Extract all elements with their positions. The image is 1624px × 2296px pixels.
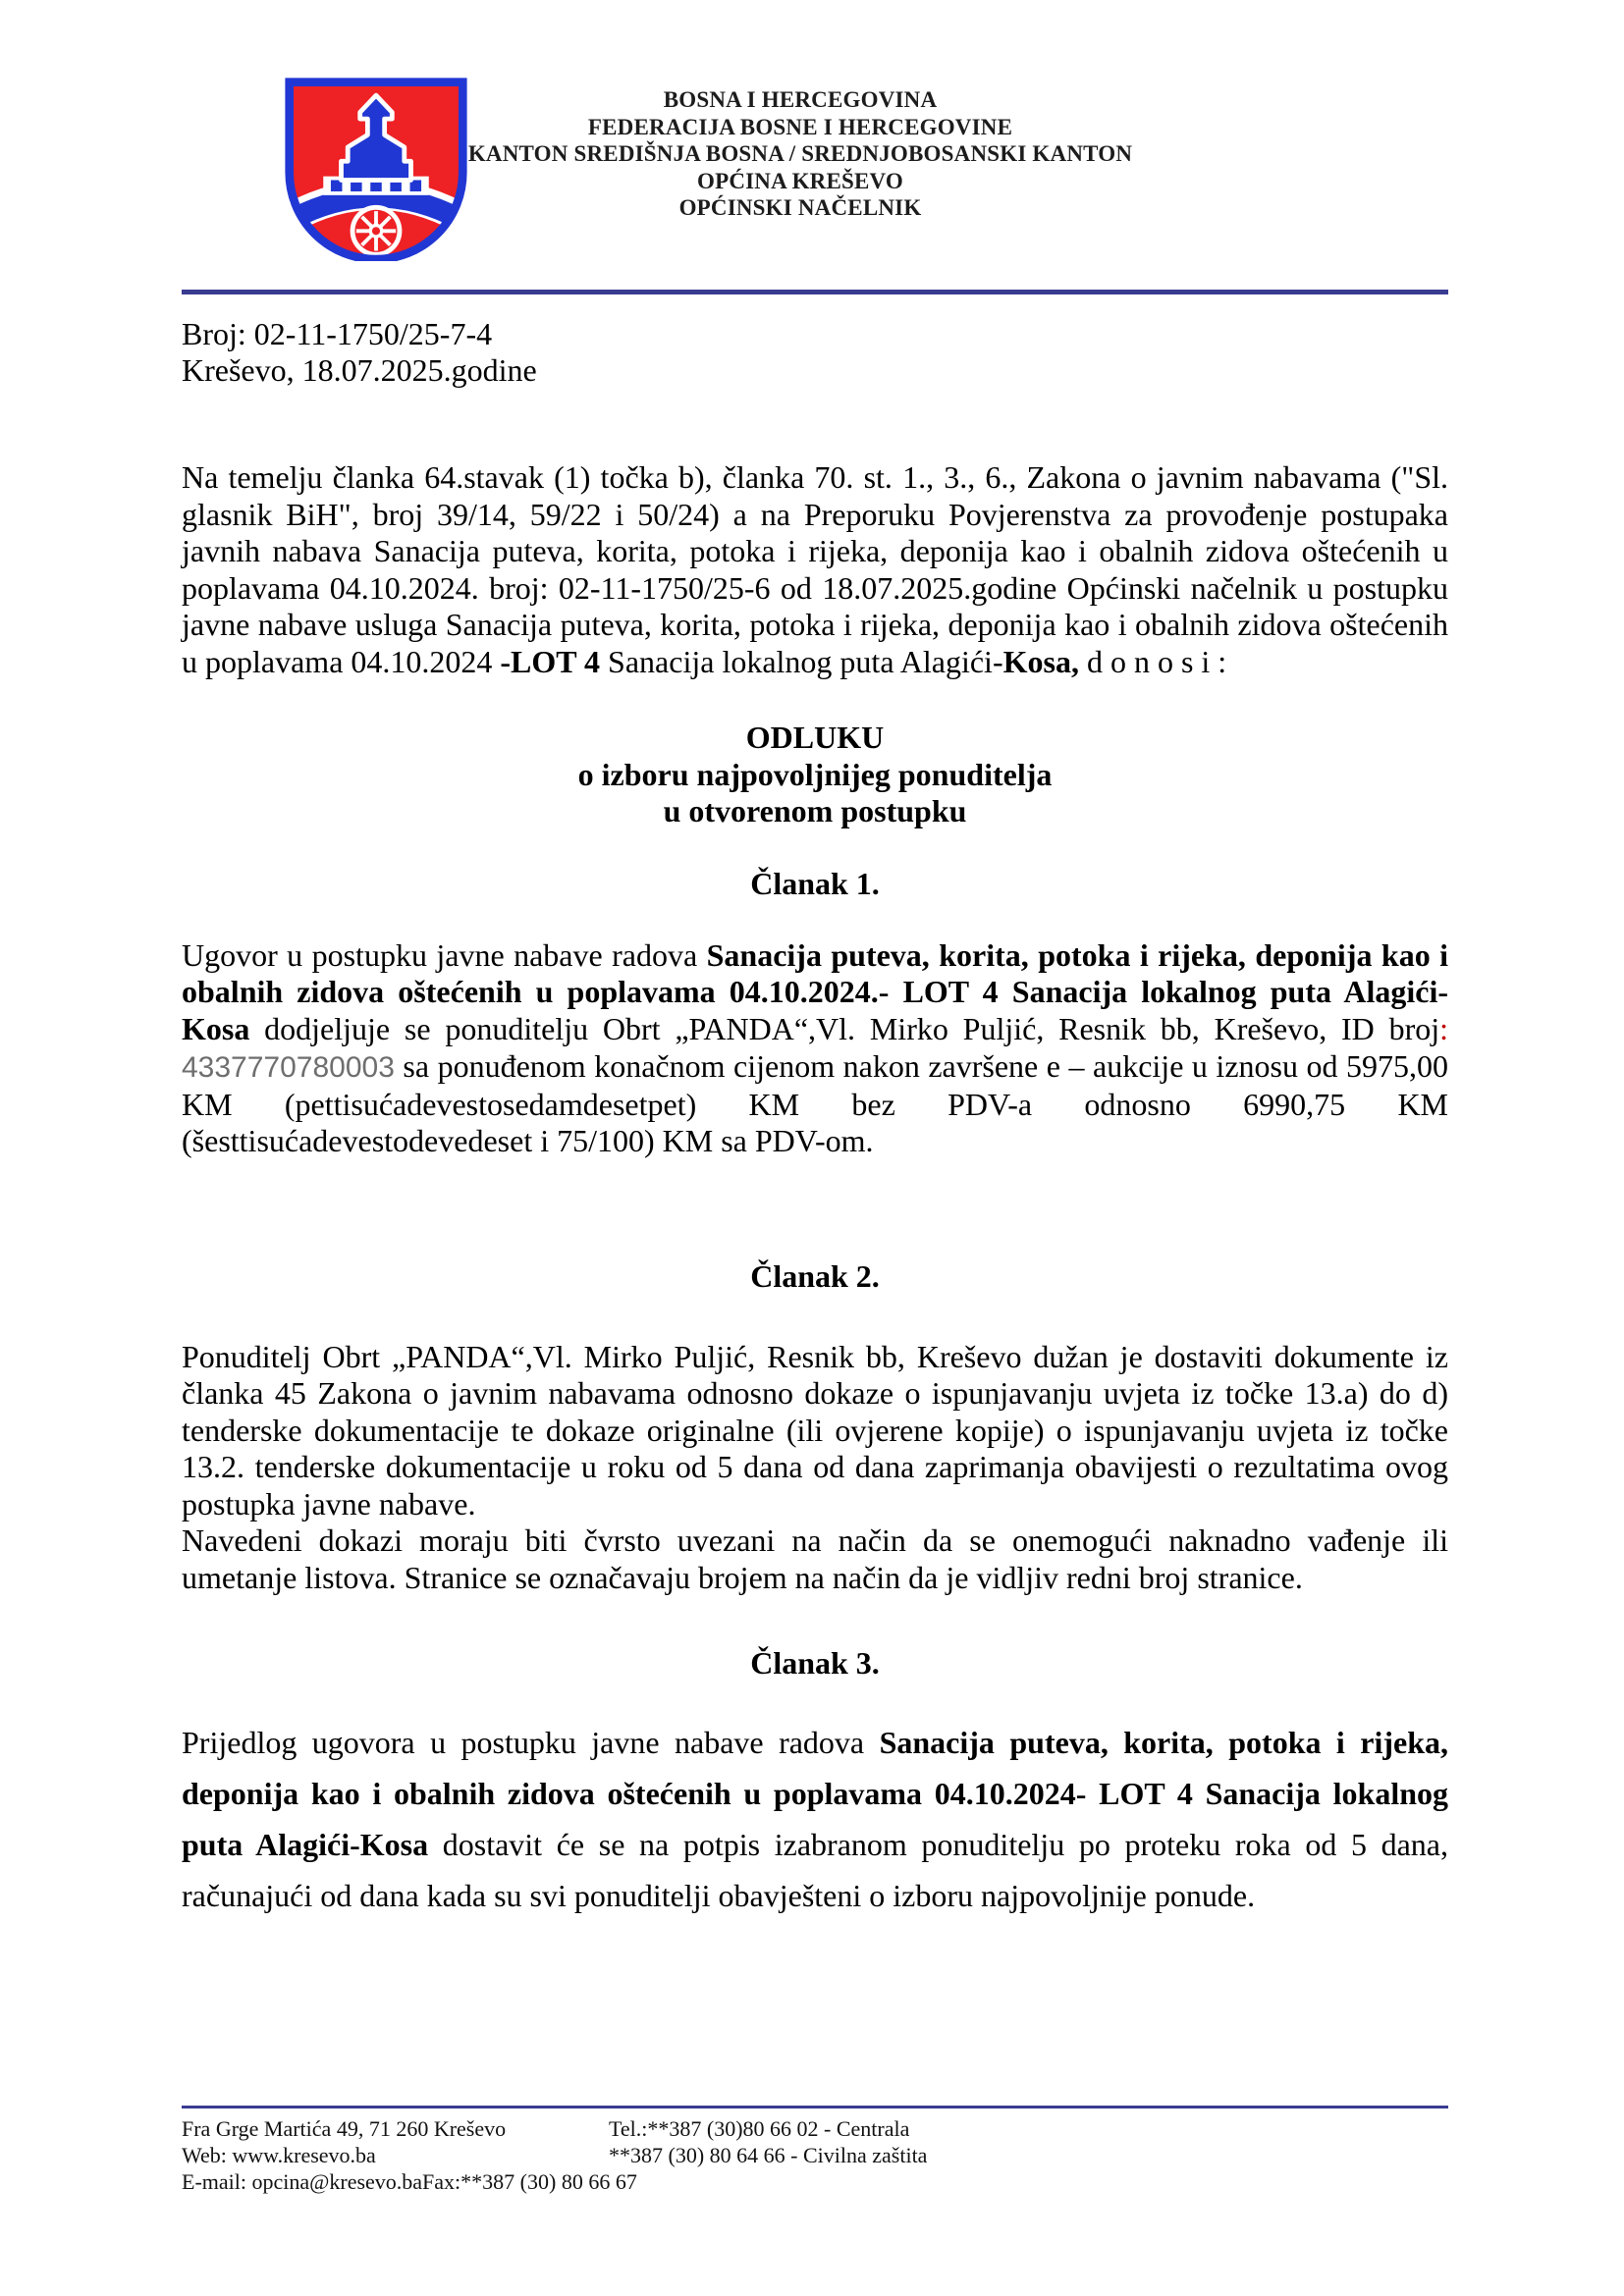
article-2-title: Članak 2. (750, 1257, 880, 1294)
footer-address: Fra Grge Martića 49, 71 260 Kreševo (182, 2116, 507, 2141)
article-3-body (182, 1717, 1448, 1921)
article-1-title: Članak 1. (750, 865, 880, 901)
decision-title: ODLUKU (745, 720, 885, 755)
letterhead-line-country: BOSNA I HERCEGOVINA (663, 87, 938, 112)
article-3-title: Članak 3. (750, 1645, 880, 1681)
letterhead-line-federation: FEDERACIJA BOSNE I HERCEGOVINE (587, 114, 1013, 139)
place-and-date: Kreševo, 18.07.2025.godine (182, 352, 537, 388)
letterhead-text (314, 86, 1286, 222)
footer-right-column (609, 2115, 927, 2168)
decision-subtitle-2: u otvorenom postupku (663, 793, 967, 828)
footer-tel-centrala: Tel.:**387 (30)80 66 02 - Centrala (609, 2116, 910, 2141)
footer (182, 2106, 1448, 2195)
decision-title-block (182, 720, 1448, 830)
article-3-paragraph: Prijedlog ugovora u postupku javne nabave radova Sanacija puteva, korita, potoka i rijeka, deponija kao i obalnih zidova oštećenih u poplavama 04.10.2024- LOT 4 Sanacija lokalnog puta Alagići-Kosa dostavit će se na potpis izabranom ponuditelju po proteku roka od 5 dana, računajući od dana kada su svi ponuditelji obavješteni o izboru najpovoljnije ponude. (182, 1725, 1449, 1913)
letterhead-line-municipality: OPĆINA KREŠEVO (696, 168, 903, 193)
article-2-body (182, 1339, 1448, 1597)
article-2-paragraph-1: Ponuditelj Obrt „PANDA“,Vl. Mirko Puljić, Resnik bb, Kreševo dužan je dostaviti dokumente iz članka 45 Zakona o javnim nabavama odnosno dokaze o ispunjavanju uvjeta iz točke 13.a) do d) tenderske dokumentacije te dokaze originalne (ili ovjerene kopije) o ispunjavanju uvjeta iz točke 13.2. tenderske dokumentacije u roku od 5 dana od dana zaprimanja obavijesti o rezultatima ovog postupka javne nabave. (182, 1338, 1448, 1522)
letterhead-line-canton: KANTON SREDIŠNJA BOSNA / SREDNJOBOSANSKI KANTON (467, 141, 1133, 166)
reference-block (182, 316, 1448, 389)
letterhead-line-mayor: OPĆINSKI NAČELNIK (678, 195, 922, 220)
footer-web: Web: www.kresevo.ba (182, 2143, 376, 2167)
article-1-body (182, 937, 1448, 1160)
article-2-paragraph-2: Navedeni dokazi moraju biti čvrsto uvezani na način da se onemogući naknadno vađenje ili umetanje listova. Stranice se označavaju brojem na način da je vidljiv redni broj stranice. (182, 1522, 1448, 1595)
decision-subtitle-1: o izboru najpovoljnijeg ponuditelja (577, 756, 1053, 792)
intro-paragraph: Na temelju članka 64.stavak (1) točka b), članka 70. st. 1., 3., 6., Zakona o javnim nabavama ("Sl. glasnik BiH", broj 39/14, 59/22 i 50/24) a na Preporuku Povjerenstva za provođenje postupaka javnih nabava Sanacija puteva, korita, potoka i rijeka, deponija kao i obalnih zidova oštećenih u poplavama 04.10.2024. broj: 02-11-1750/25-6 od 18.07.2025.godine Općinski načelnik u postupku javne nabave usluga Sanacija puteva, korita, potoka i rijeka, deponija kao i obalnih zidova oštećenih u poplavama 04.10.2024 -LOT 4 Sanacija lokalnog puta Alagići-Kosa, d o n o s i : (182, 459, 1448, 679)
footer-email-fax: E-mail: opcina@kresevo.baFax:**387 (30) 80 66 67 (182, 2169, 637, 2194)
footer-columns (182, 2115, 1448, 2195)
header-rule (182, 290, 1448, 294)
document-number: Broj: 02-11-1750/25-7-4 (182, 316, 493, 351)
letterhead (0, 0, 1624, 262)
footer-rule (182, 2106, 1448, 2109)
article-1-paragraph: Ugovor u postupku javne nabave radova Sanacija puteva, korita, potoka i rijeka, deponija kao i obalnih zidova oštećenih u poplavama 04.10.2024.- LOT 4 Sanacija lokalnog puta Alagići-Kosa dodjeljuje se ponuditelju Obrt „PANDA“,Vl. Mirko Puljić, Resnik bb, Kreševo, ID broj: 4337770780003 sa ponuđenom konačnom cijenom nakon završene e – aukcije u iznosu od 5975,00 KM (pettisućadevestosedamdesetpet) KM bez PDV-a odnosno 6990,75 KM (šesttisućadevestodevedeset i 75/100) KM sa PDV-om. (182, 936, 1449, 1158)
footer-tel-civilna-zastita: **387 (30) 80 64 66 - Civilna zaštita (609, 2143, 928, 2167)
